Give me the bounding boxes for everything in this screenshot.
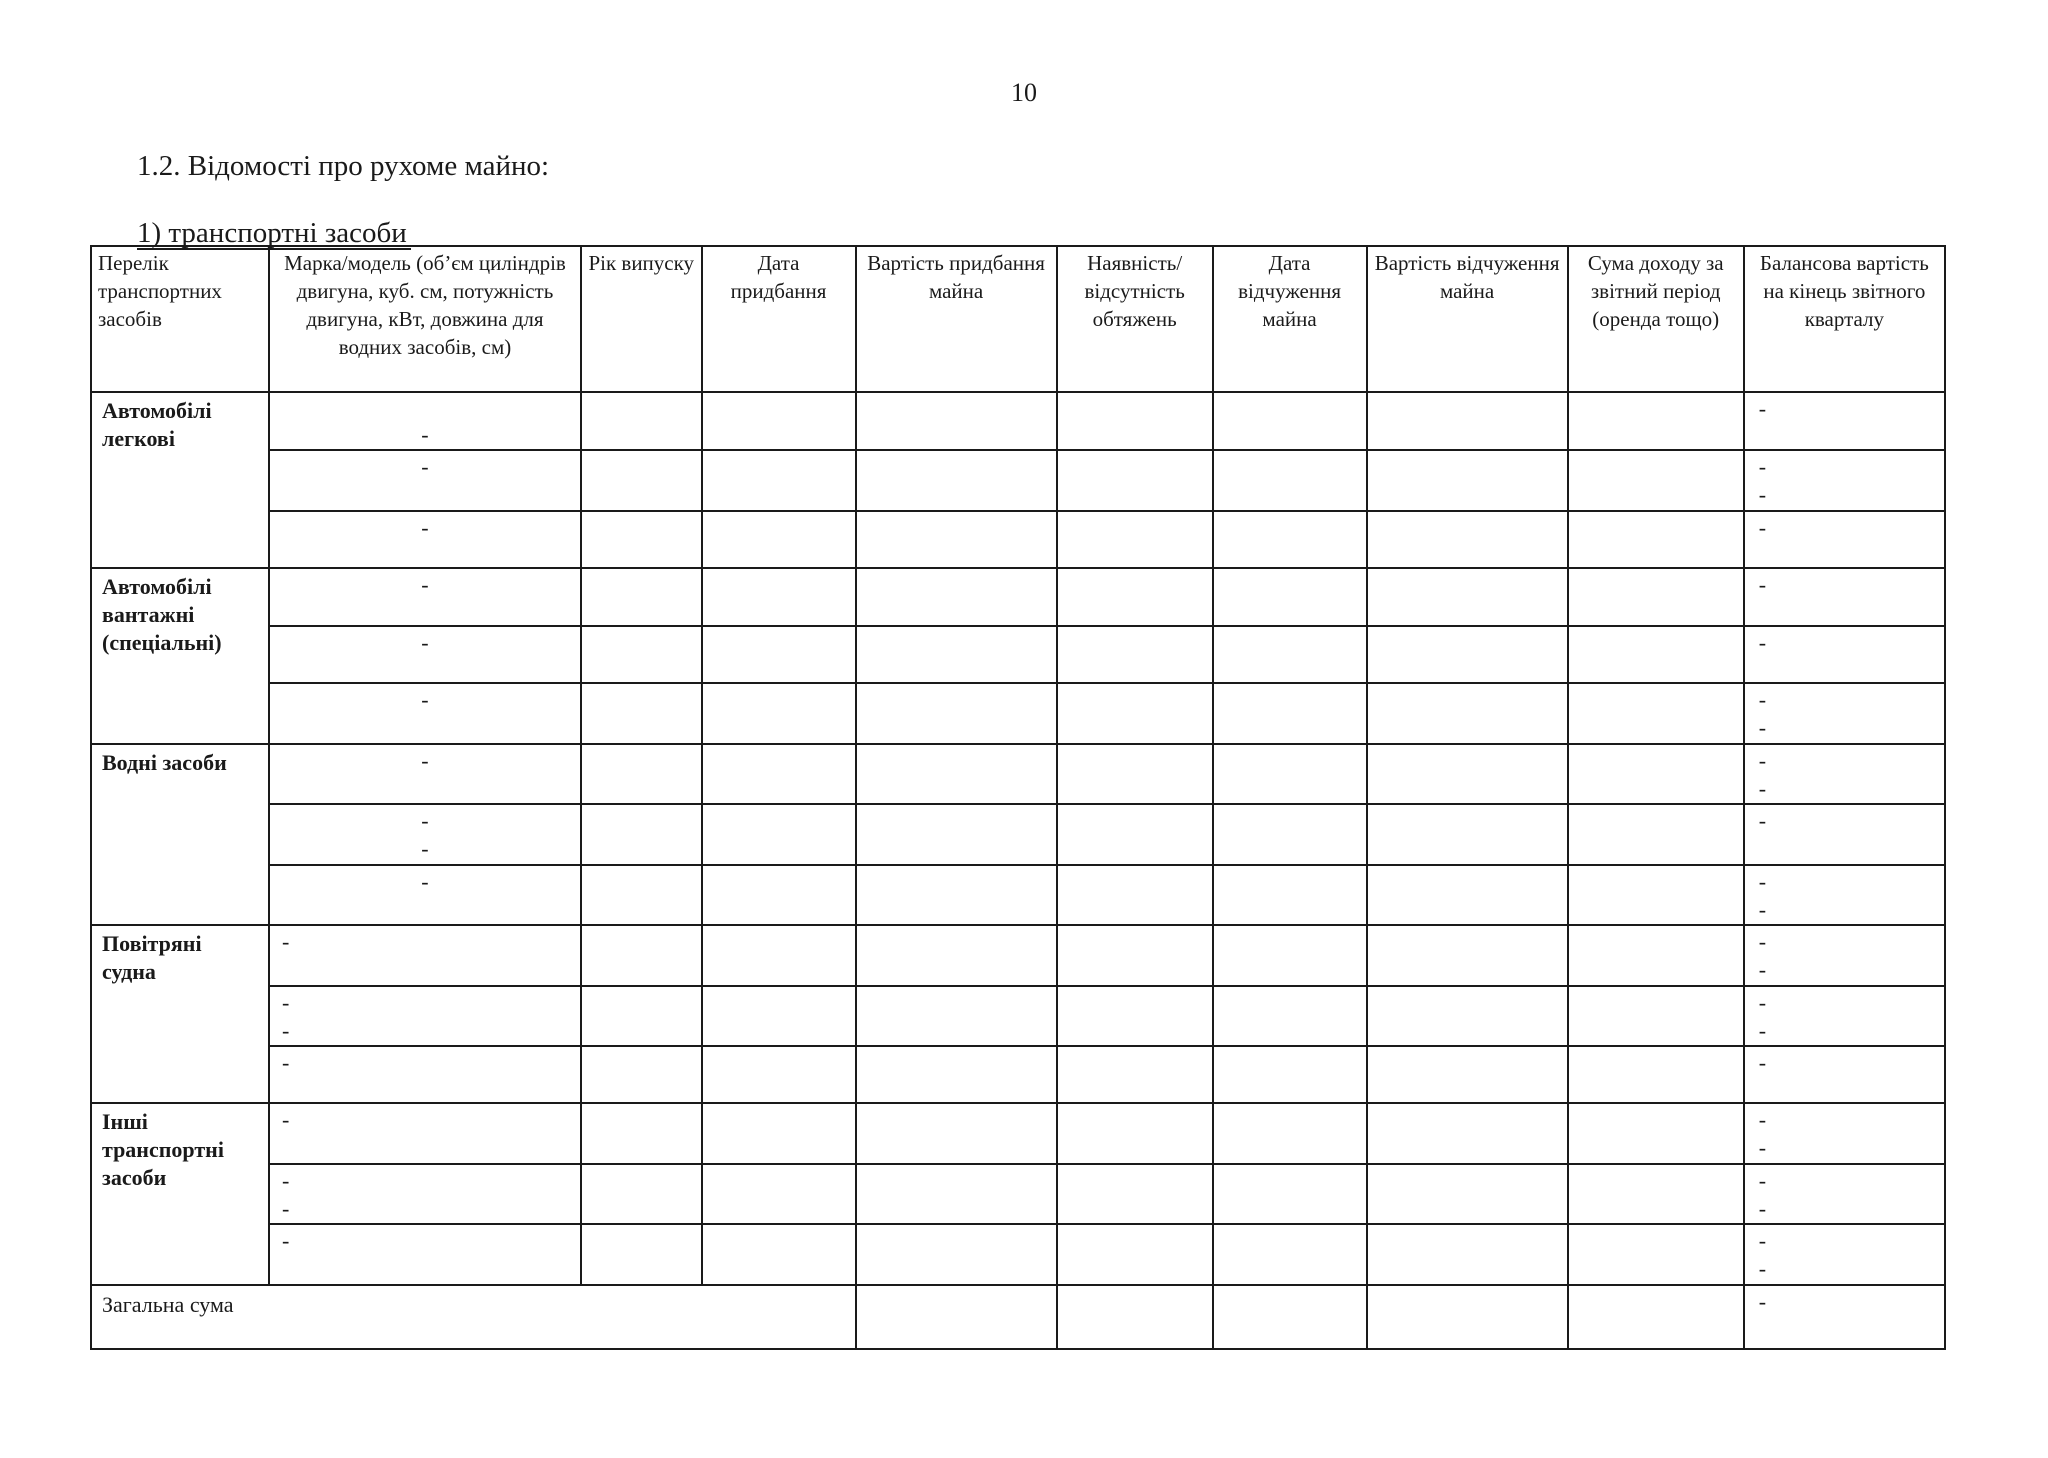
balance-value: - xyxy=(1758,1050,1767,1076)
balance-value: - xyxy=(1758,1256,1767,1282)
empty-cell xyxy=(856,1046,1057,1103)
vehicles-table xyxy=(90,245,1946,1350)
empty-cell xyxy=(581,1224,702,1285)
empty-cell xyxy=(581,392,702,450)
empty-cell xyxy=(1057,1103,1213,1163)
model-cell xyxy=(269,450,581,510)
empty-cell xyxy=(581,568,702,625)
table-row xyxy=(91,683,1945,743)
table-row xyxy=(91,392,1945,450)
empty-cell xyxy=(1367,744,1568,804)
header-disposal-date: Дата відчуження майна xyxy=(1213,246,1367,392)
empty-cell xyxy=(581,986,702,1046)
model-value: - xyxy=(282,929,290,955)
table-row xyxy=(91,511,1945,568)
empty-cell xyxy=(856,450,1057,510)
empty-cell xyxy=(1568,1103,1744,1163)
header-income: Сума доходу за звітний період (оренда тощо) xyxy=(1568,246,1744,392)
model-cell xyxy=(269,986,581,1046)
empty-cell xyxy=(702,925,856,985)
empty-cell xyxy=(581,744,702,804)
model-cell xyxy=(269,1046,581,1103)
model-value: - xyxy=(421,514,429,540)
balance-value: - xyxy=(1758,687,1767,713)
balance-value: - xyxy=(1758,775,1767,801)
empty-cell xyxy=(702,1164,856,1224)
model-cell xyxy=(269,925,581,985)
total-balance-cell xyxy=(1744,1285,1945,1349)
total-cell xyxy=(1213,1285,1367,1349)
empty-cell xyxy=(1367,1046,1568,1103)
empty-cell xyxy=(702,744,856,804)
model-cell xyxy=(269,626,581,683)
header-disposal-value: Вартість відчуження майна xyxy=(1367,246,1568,392)
empty-cell xyxy=(1213,568,1367,625)
table-row xyxy=(91,925,1945,985)
empty-cell xyxy=(1213,450,1367,510)
empty-cell xyxy=(1057,925,1213,985)
balance-cell xyxy=(1744,1224,1945,1285)
balance-cell xyxy=(1744,392,1945,450)
empty-cell xyxy=(1213,392,1367,450)
empty-cell xyxy=(1213,986,1367,1046)
table-row xyxy=(91,450,1945,510)
table-row xyxy=(91,1103,1945,1163)
header-year: Рік випуску xyxy=(581,246,702,392)
model-value: - xyxy=(421,868,429,894)
table-body xyxy=(91,392,1945,1285)
empty-cell xyxy=(702,1224,856,1285)
subsection-title: 1) транспортні засоби xyxy=(137,218,411,250)
empty-cell xyxy=(1367,1224,1568,1285)
empty-cell xyxy=(1367,925,1568,985)
model-value: - xyxy=(421,422,429,447)
balance-value: - xyxy=(1758,1017,1767,1043)
model-cell xyxy=(269,1103,581,1163)
empty-cell xyxy=(1213,804,1367,864)
empty-cell xyxy=(1568,804,1744,864)
table-row xyxy=(91,744,1945,804)
empty-cell xyxy=(702,511,856,568)
model-cell xyxy=(269,568,581,625)
empty-cell xyxy=(1057,450,1213,510)
empty-cell xyxy=(1568,1164,1744,1224)
empty-cell xyxy=(1568,986,1744,1046)
empty-cell xyxy=(856,683,1057,743)
category-label: Автомобілі вантажні (спеціальні) xyxy=(91,568,269,743)
empty-cell xyxy=(702,392,856,450)
category-label: Інші транспортні засоби xyxy=(91,1103,269,1285)
empty-cell xyxy=(856,744,1057,804)
balance-cell xyxy=(1744,925,1945,985)
balance-cell xyxy=(1744,450,1945,510)
empty-cell xyxy=(1568,626,1744,683)
empty-cell xyxy=(856,568,1057,625)
balance-cell xyxy=(1744,683,1945,743)
balance-value: - xyxy=(1758,868,1767,894)
table-row xyxy=(91,626,1945,683)
model-value: - xyxy=(421,454,429,480)
empty-cell xyxy=(1367,511,1568,568)
empty-cell xyxy=(856,1224,1057,1285)
empty-cell xyxy=(702,568,856,625)
header-purchase-value: Вартість придбання майна xyxy=(856,246,1057,392)
empty-cell xyxy=(1367,1103,1568,1163)
balance-cell xyxy=(1744,1046,1945,1103)
empty-cell xyxy=(856,1103,1057,1163)
empty-cell xyxy=(856,392,1057,450)
balance-value: - xyxy=(1758,808,1767,834)
empty-cell xyxy=(581,683,702,743)
balance-value: - xyxy=(1758,629,1767,655)
total-cell xyxy=(856,1285,1057,1349)
empty-cell xyxy=(702,450,856,510)
empty-cell xyxy=(1367,865,1568,925)
balance-value: - xyxy=(1758,1167,1767,1193)
empty-cell xyxy=(1367,1164,1568,1224)
empty-cell xyxy=(581,1164,702,1224)
empty-cell xyxy=(1057,626,1213,683)
empty-cell xyxy=(1057,1224,1213,1285)
balance-cell xyxy=(1744,744,1945,804)
model-value: - xyxy=(421,836,429,862)
empty-cell xyxy=(1568,683,1744,743)
empty-cell xyxy=(1213,1164,1367,1224)
balance-cell xyxy=(1744,804,1945,864)
empty-cell xyxy=(1057,568,1213,625)
total-cell xyxy=(1367,1285,1568,1349)
empty-cell xyxy=(1057,986,1213,1046)
balance-value: - xyxy=(1758,929,1767,955)
empty-cell xyxy=(702,986,856,1046)
model-value: - xyxy=(282,1017,290,1043)
empty-cell xyxy=(581,925,702,985)
empty-cell xyxy=(1568,925,1744,985)
empty-cell xyxy=(1367,568,1568,625)
balance-value: - xyxy=(1758,1195,1767,1221)
empty-cell xyxy=(1367,450,1568,510)
empty-cell xyxy=(1568,568,1744,625)
model-cell xyxy=(269,392,581,450)
empty-cell xyxy=(1213,925,1367,985)
total-balance: - xyxy=(1758,1289,1767,1314)
balance-cell xyxy=(1744,865,1945,925)
empty-cell xyxy=(1057,511,1213,568)
empty-cell xyxy=(856,511,1057,568)
balance-value: - xyxy=(1758,396,1767,421)
header-balance-value: Балансова вартість на кінець звітного кварталу xyxy=(1744,246,1945,392)
empty-cell xyxy=(581,626,702,683)
header-vehicle-list: Перелік транспортних засобів xyxy=(91,246,269,392)
balance-value: - xyxy=(1758,454,1767,480)
empty-cell xyxy=(1367,626,1568,683)
balance-cell xyxy=(1744,986,1945,1046)
empty-cell xyxy=(1568,865,1744,925)
total-row xyxy=(91,1285,1945,1349)
model-value: - xyxy=(282,1050,290,1076)
total-label: Загальна сума xyxy=(91,1285,856,1349)
header-encumbrance: Наявність/ відсутність обтяжень xyxy=(1057,246,1213,392)
empty-cell xyxy=(1568,511,1744,568)
empty-cell xyxy=(1057,392,1213,450)
empty-cell xyxy=(702,804,856,864)
table-row xyxy=(91,1164,1945,1224)
model-cell xyxy=(269,744,581,804)
total-cell xyxy=(1057,1285,1213,1349)
empty-cell xyxy=(1367,392,1568,450)
empty-cell xyxy=(1057,683,1213,743)
header-purchase-date: Дата придбання xyxy=(702,246,856,392)
empty-cell xyxy=(581,1103,702,1163)
category-label: Водні засоби xyxy=(91,744,269,925)
balance-value: - xyxy=(1758,572,1767,598)
empty-cell xyxy=(1213,683,1367,743)
empty-cell xyxy=(1213,1224,1367,1285)
balance-value: - xyxy=(1758,1228,1767,1254)
balance-cell xyxy=(1744,626,1945,683)
empty-cell xyxy=(581,450,702,510)
balance-cell xyxy=(1744,511,1945,568)
empty-cell xyxy=(856,804,1057,864)
empty-cell xyxy=(1568,744,1744,804)
table-row xyxy=(91,568,1945,625)
empty-cell xyxy=(856,986,1057,1046)
empty-cell xyxy=(581,804,702,864)
empty-cell xyxy=(1213,1046,1367,1103)
table-row xyxy=(91,865,1945,925)
balance-value: - xyxy=(1758,715,1767,741)
balance-value: - xyxy=(1758,989,1767,1015)
empty-cell xyxy=(1367,986,1568,1046)
balance-cell xyxy=(1744,568,1945,625)
balance-cell xyxy=(1744,1103,1945,1163)
table-header-row xyxy=(91,246,1945,392)
model-cell xyxy=(269,865,581,925)
balance-value: - xyxy=(1758,896,1767,922)
header-make-model: Марка/модель (об’єм циліндрів двигуна, куб. см, потужність двигуна, кВт, довжина для водних засобів, см) xyxy=(269,246,581,392)
empty-cell xyxy=(856,626,1057,683)
model-value: - xyxy=(421,808,429,834)
balance-value: - xyxy=(1758,747,1767,773)
model-cell xyxy=(269,511,581,568)
model-value: - xyxy=(282,1167,290,1193)
model-value: - xyxy=(421,747,429,773)
category-label: Повітряні судна xyxy=(91,925,269,1103)
model-value: - xyxy=(282,989,290,1015)
empty-cell xyxy=(856,925,1057,985)
empty-cell xyxy=(856,865,1057,925)
empty-cell xyxy=(1213,865,1367,925)
empty-cell xyxy=(1568,1046,1744,1103)
empty-cell xyxy=(702,1046,856,1103)
table-row xyxy=(91,1224,1945,1285)
empty-cell xyxy=(702,1103,856,1163)
empty-cell xyxy=(1213,626,1367,683)
empty-cell xyxy=(702,865,856,925)
model-value: - xyxy=(282,1195,290,1221)
model-cell xyxy=(269,1224,581,1285)
empty-cell xyxy=(581,1046,702,1103)
empty-cell xyxy=(1057,1164,1213,1224)
empty-cell xyxy=(1057,744,1213,804)
balance-value: - xyxy=(1758,957,1767,983)
table-row xyxy=(91,1046,1945,1103)
model-cell xyxy=(269,1164,581,1224)
table-row xyxy=(91,804,1945,864)
empty-cell xyxy=(581,865,702,925)
total-cell xyxy=(1568,1285,1744,1349)
empty-cell xyxy=(1213,1103,1367,1163)
empty-cell xyxy=(856,1164,1057,1224)
empty-cell xyxy=(702,683,856,743)
empty-cell xyxy=(1568,450,1744,510)
empty-cell xyxy=(581,511,702,568)
model-value: - xyxy=(421,687,429,713)
empty-cell xyxy=(1057,865,1213,925)
empty-cell xyxy=(702,626,856,683)
page-number: 10 xyxy=(1011,78,1037,107)
empty-cell xyxy=(1213,511,1367,568)
model-value: - xyxy=(282,1228,290,1254)
empty-cell xyxy=(1367,683,1568,743)
model-cell xyxy=(269,804,581,864)
balance-value: - xyxy=(1758,1107,1767,1133)
empty-cell xyxy=(1213,744,1367,804)
balance-value: - xyxy=(1758,514,1767,540)
model-value: - xyxy=(421,629,429,655)
category-label: Автомобілі легкові xyxy=(91,392,269,568)
model-value: - xyxy=(282,1107,290,1133)
balance-cell xyxy=(1744,1164,1945,1224)
empty-cell xyxy=(1568,392,1744,450)
empty-cell xyxy=(1057,804,1213,864)
model-cell xyxy=(269,683,581,743)
balance-value: - xyxy=(1758,482,1767,508)
model-value: - xyxy=(421,572,429,598)
section-title: 1.2. Відомості про рухоме майно: xyxy=(137,150,550,182)
balance-value: - xyxy=(1758,1135,1767,1161)
empty-cell xyxy=(1568,1224,1744,1285)
empty-cell xyxy=(1367,804,1568,864)
empty-cell xyxy=(1057,1046,1213,1103)
table-row xyxy=(91,986,1945,1046)
